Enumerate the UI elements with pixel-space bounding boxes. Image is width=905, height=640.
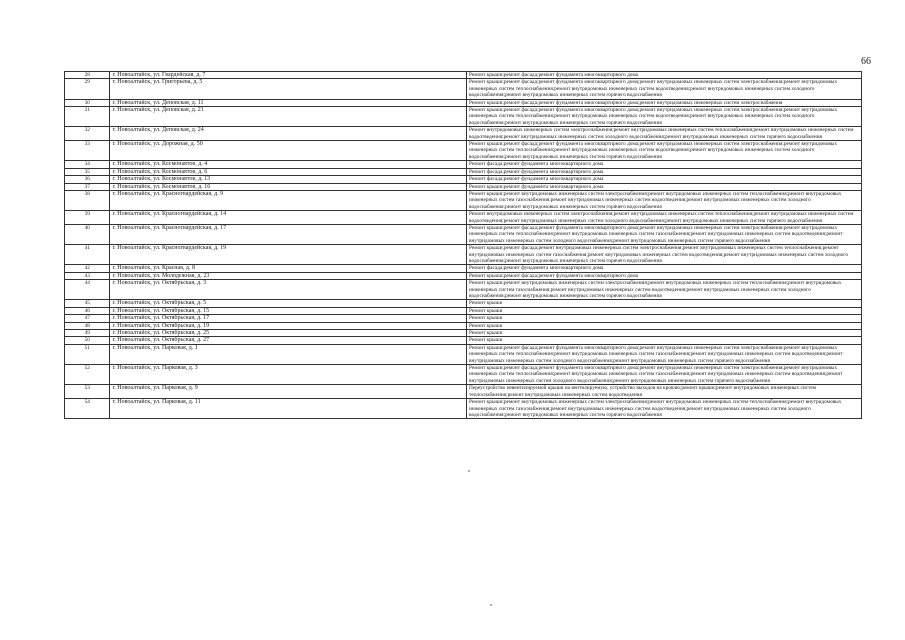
row-address: г. Новоалтайск, ул. Молодежная, д. 23 [110,272,467,279]
row-number: 41 [65,245,110,265]
table-row [65,161,862,168]
row-works: Переустройство невентилируемой крыши на вентилируемую, устройство выходов на кровлю;ремонт крыши;ремонт внутридомовых инженерных систем теплоснабжения;ремонт внутридомовых инженерных систем водоотведения [467,385,862,399]
row-number: 45 [65,300,110,307]
registry-body [65,72,862,419]
table-row [65,141,862,161]
row-number: 46 [65,307,110,314]
row-address: г. Новоалтайск, ул. Красногвардейская, д. 14 [110,211,467,225]
table-row [65,272,862,279]
row-number: 31 [65,107,110,127]
row-works: Ремонт крыши;ремонт фасада;ремонт фундамента многоквартирного дома;ремонт внутридомовых инженерных систем электроснабжения;ремонт внутридомовых инженерных систем теплоснабжения;ремонт внутридомовых инженерных систем газоснабжения;ремонт внутридомовых инженерных систем водоотведения;ремонт внутридомовых инженерных систем холодного водоснабжения;ремонт внутридомовых инженерных систем горячего водоснабжения [467,365,862,385]
row-works: Ремонт внутридомовых инженерных систем электроснабжения;ремонт внутридомовых инженерных систем теплоснабжения;ремонт внутридомовых инженерных систем водоотведения;ремонт внутридомовых инженерных систем холодного водоснабжения;ремонт внутридомовых инженерных систем горячего водоснабжения [467,211,862,225]
row-works: Ремонт крыши;ремонт фасада;ремонт фундамента многоквартирного дома;ремонт внутридомовых инженерных систем электроснабжения;ремонт внутридомовых инженерных систем теплоснабжения;ремонт внутридомовых инженерных систем водоотведения;ремонт внутридомовых инженерных систем холодного водоснабжения;ремонт внутридомовых инженерных систем горячего водоснабжения [467,107,862,127]
row-address: г. Новоалтайск, ул. Деповская, д. 24 [110,127,467,141]
row-works: Ремонт крыши;ремонт фасада;ремонт фундамента многоквартирного дома;ремонт внутридомовых инженерных систем электроснабжения [467,99,862,106]
row-number: 51 [65,344,110,364]
row-number: 53 [65,385,110,399]
row-address: г. Новоалтайск, ул. Октябрьская, д. 17 [110,315,467,322]
row-works: Ремонт крыши;ремонт внутридомовых инженерных систем электроснабжения;ремонт внутридомовых инженерных систем теплоснабжения;ремонт внутридомовых инженерных систем газоснабжения;ремонт внутридомовых инженерных систем водоотведения;ремонт внутридомовых инженерных систем холодного водоснабжения;ремонт внутридомовых инженерных систем горячего водоснабжения [467,190,862,210]
table-row [65,337,862,344]
row-address: г. Новоалтайск, ул. Космонавтов, д. 6 [110,168,467,175]
row-address: г. Новоалтайск, ул. Гвардейская, д. 7 [110,72,467,79]
row-number: 44 [65,280,110,300]
row-number: 48 [65,322,110,329]
scan-speck [490,604,492,606]
row-works: Ремонт крыши;ремонт фасада;ремонт фундамента многоквартирного дома [467,72,862,79]
row-number: 28 [65,72,110,79]
row-works: Ремонт крыши;ремонт фасада;ремонт фундамента многоквартирного дома;ремонт внутридомовых инженерных систем электроснабжения;ремонт внутридомовых инженерных систем теплоснабжения;ремонт внутридомовых инженерных систем водоотведения;ремонт внутридомовых инженерных систем холодного водоснабжения;ремонт внутридомовых инженерных систем горячего водоснабжения [467,141,862,161]
row-works: Ремонт фасада;ремонт фундамента многоквартирного дома [467,168,862,175]
table-row [65,190,862,210]
row-number: 32 [65,127,110,141]
repair-registry-table [64,71,862,419]
row-number: 33 [65,141,110,161]
row-address: г. Новоалтайск, ул. Парковая, д. 9 [110,385,467,399]
row-works: Ремонт фасада;ремонт фундамента многоквартирного дома [467,265,862,272]
row-number: 29 [65,79,110,99]
row-works: Ремонт фасада;ремонт фундамента многоквартирного дома [467,176,862,183]
row-address: г. Новоалтайск, ул. Октябрьская, д. 19 [110,322,467,329]
table-row [65,183,862,190]
row-number: 40 [65,224,110,244]
row-number: 36 [65,176,110,183]
row-address: г. Новоалтайск, ул. Октябрьская, д. 25 [110,330,467,337]
table-row [65,300,862,307]
table-row [65,315,862,322]
row-address: г. Новоалтайск, ул. Космонавтов, д. 16 [110,183,467,190]
row-number: 37 [65,183,110,190]
row-number: 34 [65,161,110,168]
row-number: 30 [65,99,110,106]
row-number: 42 [65,265,110,272]
row-works: Ремонт крыши;ремонт внутридомовых инженерных систем электроснабжения;ремонт внутридомовых инженерных систем теплоснабжения;ремонт внутридомовых инженерных систем газоснабжения;ремонт внутридомовых инженерных систем водоотведения;ремонт внутридомовых инженерных систем холодного водоснабжения;ремонт внутридомовых инженерных систем горячего водоснабжения [467,399,862,419]
table-row [65,168,862,175]
table-row [65,322,862,329]
table-row [65,176,862,183]
row-works: Ремонт крыши [467,322,862,329]
row-address: г. Новоалтайск, ул. Октябрьская, д. 5 [110,300,467,307]
row-address: г. Новоалтайск, ул. Октябрьская, д. 15 [110,307,467,314]
table-row [65,72,862,79]
row-number: 39 [65,211,110,225]
table-row [65,99,862,106]
row-address: г. Новоалтайск, ул. Космонавтов, д. 4 [110,161,467,168]
row-number: 43 [65,272,110,279]
row-address: г. Новоалтайск, ул. Красная, д. 8 [110,265,467,272]
row-works: Ремонт крыши [467,330,862,337]
table-row [65,280,862,300]
row-works: Ремонт крыши;ремонт фасада;ремонт внутридомовых инженерных систем электроснабжения;ремонт внутридомовых инженерных систем теплоснабжения;ремонт внутридомовых инженерных систем газоснабжения;ремонт внутридомовых инженерных систем водоотведения;ремонт внутридомовых инженерных систем холодного водоснабжения;ремонт внутридомовых инженерных систем горячего водоснабжения [467,245,862,265]
row-address: г. Новоалтайск, ул. Григорьева, д. 5 [110,79,467,99]
row-works: Ремонт крыши [467,315,862,322]
row-works: Ремонт крыши;ремонт фасада;ремонт фундамента многоквартирного дома [467,272,862,279]
table-row [65,330,862,337]
table-row [65,307,862,314]
row-works: Ремонт фасада;ремонт фундамента многоквартирного дома [467,161,862,168]
row-address: г. Новоалтайск, ул. Деповская, д. 11 [110,99,467,106]
row-address: г. Новоалтайск, ул. Октябрьская, д. 3 [110,280,467,300]
page-number: 66 [861,56,871,67]
row-works: Ремонт крыши;ремонт внутридомовых инженерных систем электроснабжения;ремонт внутридомовых инженерных систем теплоснабжения;ремонт внутридомовых инженерных систем газоснабжения;ремонт внутридомовых инженерных систем водоотведения;ремонт внутридомовых инженерных систем холодного водоснабжения;ремонт внутридомовых инженерных систем горячего водоснабжения [467,280,862,300]
row-number: 49 [65,330,110,337]
row-number: 50 [65,337,110,344]
row-address: г. Новоалтайск, ул. Красногвардейская, д. 19 [110,245,467,265]
row-number: 52 [65,365,110,385]
row-works: Ремонт крыши [467,307,862,314]
row-number: 38 [65,190,110,210]
row-works: Ремонт внутридомовых инженерных систем электроснабжения;ремонт внутридомовых инженерных систем теплоснабжения;ремонт внутридомовых инженерных систем водоотведения;ремонт внутридомовых инженерных систем холодного водоснабжения;ремонт внутридомовых инженерных систем горячего водоснабжения [467,127,862,141]
table-row [65,127,862,141]
row-address: г. Новоалтайск, ул. Парковая, д. 3 [110,365,467,385]
row-address: г. Новоалтайск, ул. Дорожная, д. 50 [110,141,467,161]
table-row [65,265,862,272]
row-number: 35 [65,168,110,175]
row-address: г. Новоалтайск, ул. Красногвардейская, д. 9 [110,190,467,210]
row-works: Ремонт крыши [467,337,862,344]
table-row [65,79,862,99]
row-number: 54 [65,399,110,419]
table-row [65,385,862,399]
row-number: 47 [65,315,110,322]
table-row [65,107,862,127]
row-works: Ремонт крыши [467,300,862,307]
row-address: г. Новоалтайск, ул. Красногвардейская, д. 17 [110,224,467,244]
table-row [65,224,862,244]
row-works: Ремонт крыши;ремонт фасада;ремонт фундамента многоквартирного дома;ремонт внутридомовых инженерных систем электроснабжения;ремонт внутридомовых инженерных систем теплоснабжения;ремонт внутридомовых инженерных систем газоснабжения;ремонт внутридомовых инженерных систем водоотведения;ремонт внутридомовых инженерных систем холодного водоснабжения;ремонт внутридомовых инженерных систем горячего водоснабжения [467,224,862,244]
row-works: Ремонт крыши;ремонт фасада;ремонт фундамента многоквартирного дома;ремонт внутридомовых инженерных систем электроснабжения;ремонт внутридомовых инженерных систем теплоснабжения;ремонт внутридомовых инженерных систем газоснабжения;ремонт внутридомовых инженерных систем водоотведения;ремонт внутридомовых инженерных систем холодного водоснабжения;ремонт внутридомовых инженерных систем горячего водоснабжения [467,344,862,364]
table-row [65,365,862,385]
table-row [65,211,862,225]
row-works: Ремонт крыши;ремонт фасада;ремонт фундамента многоквартирного дома;ремонт внутридомовых инженерных систем электроснабжения;ремонт внутридомовых инженерных систем теплоснабжения;ремонт внутридомовых инженерных систем водоотведения;ремонт внутридомовых инженерных систем холодного водоснабжения;ремонт внутридомовых инженерных систем горячего водоснабжения [467,79,862,99]
scan-speck [468,470,470,472]
row-address: г. Новоалтайск, ул. Космонавтов, д. 13 [110,176,467,183]
table-row [65,245,862,265]
table-row [65,344,862,364]
table-row [65,399,862,419]
row-address: г. Новоалтайск, ул. Октябрьская, д. 27 [110,337,467,344]
row-address: г. Новоалтайск, ул. Парковая, д. 1 [110,344,467,364]
row-works: Ремонт крыши;ремонт фундамента многоквартирного дома [467,183,862,190]
row-address: г. Новоалтайск, ул. Деповская, д. 21 [110,107,467,127]
row-address: г. Новоалтайск, ул. Парковая, д. 11 [110,399,467,419]
